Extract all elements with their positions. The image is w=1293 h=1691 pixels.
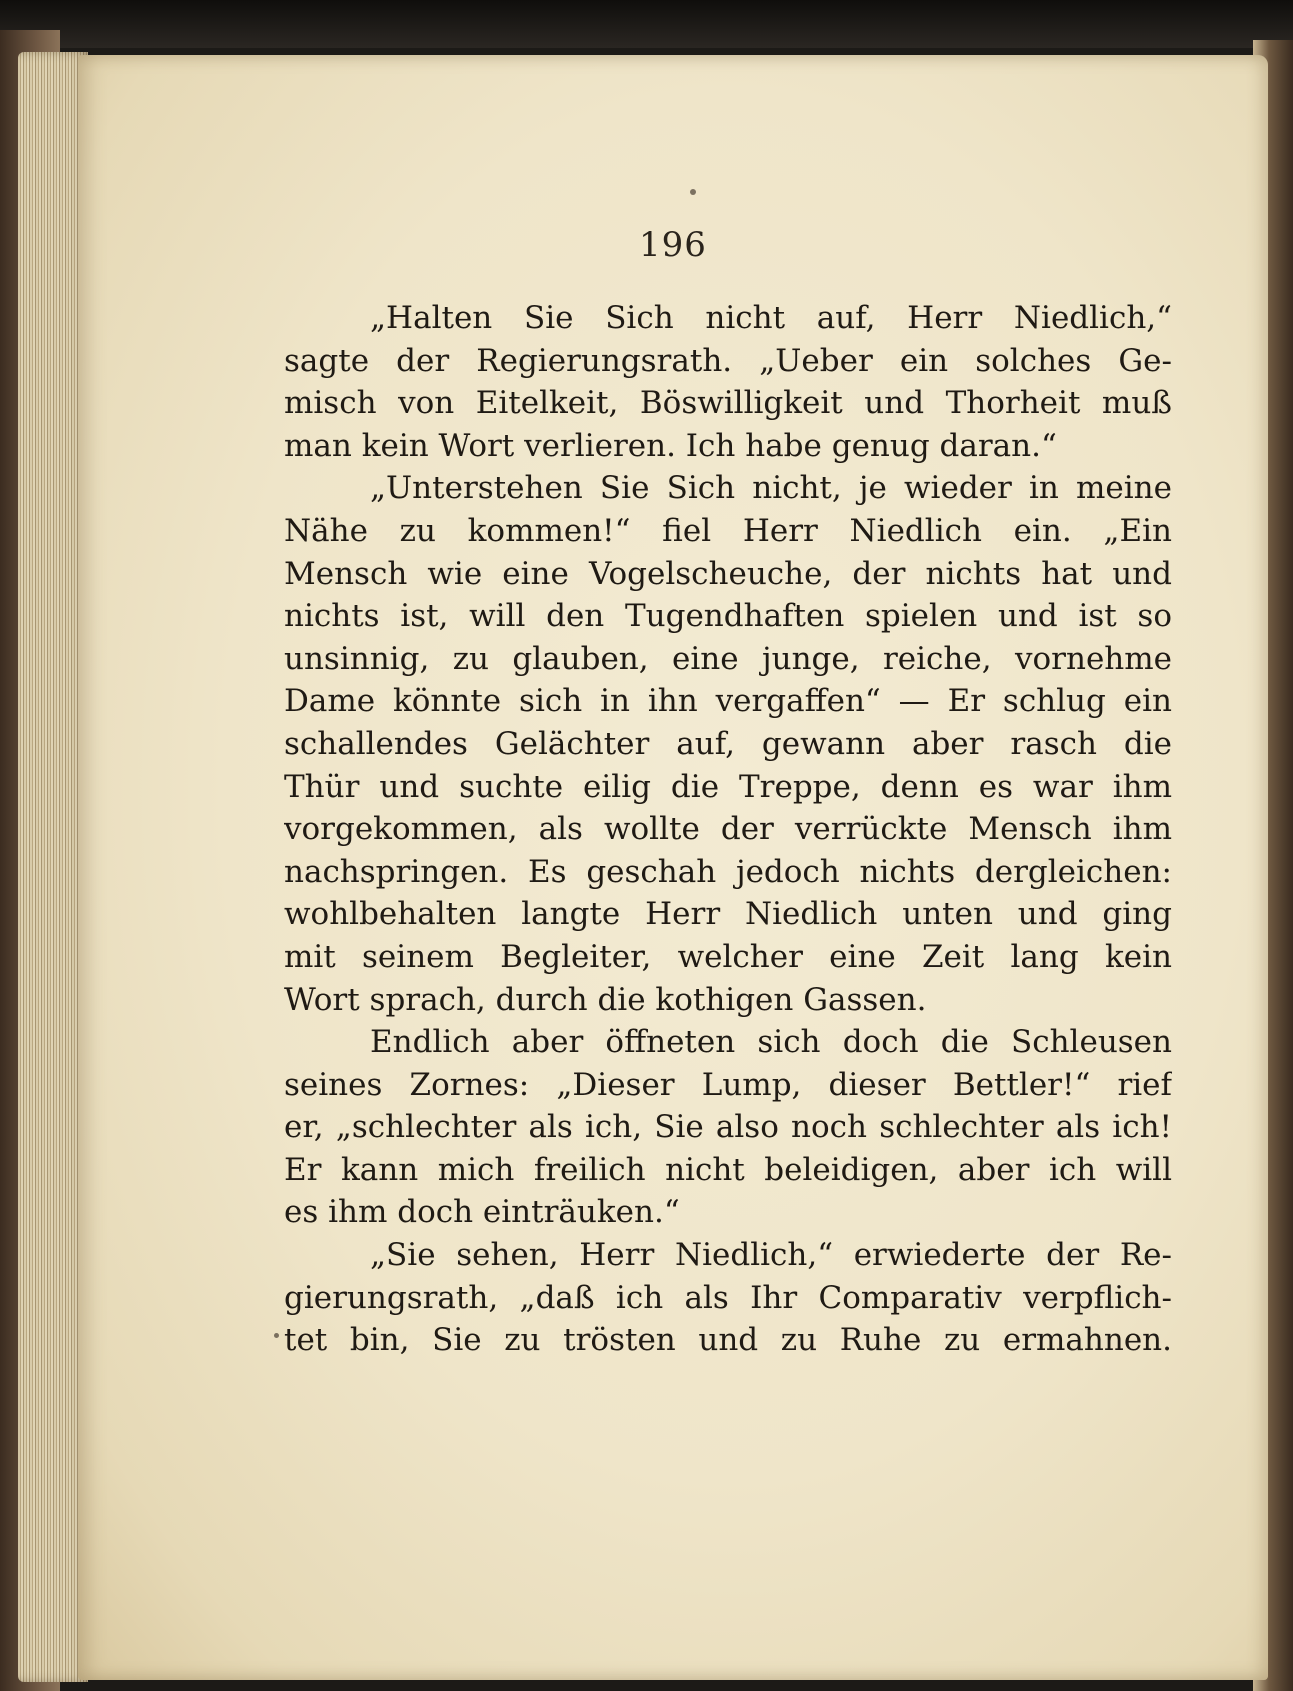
- page-number: 196: [639, 225, 707, 265]
- text-line: es ihm doch einträuken.“: [284, 1194, 680, 1231]
- text-line: schallendes Gelächter auf, gewann aber rasch die: [284, 725, 1172, 762]
- text-line: Dame könnte sich in ihn vergaffen“ — Er schlug ein: [284, 683, 1172, 720]
- text-line: Nähe zu kommen!“ fiel Herr Niedlich ein. „Ein: [284, 512, 1172, 549]
- body-text: [284, 297, 1172, 1362]
- book-cover-top: [0, 0, 1293, 48]
- text-line: Wort sprach, durch die kothigen Gassen.: [284, 981, 927, 1018]
- text-line: sagte der Regierungsrath. „Ueber ein solches Ge-: [284, 342, 1172, 379]
- text-line: misch von Eitelkeit, Böswilligkeit und Thorheit muß: [284, 385, 1172, 422]
- text-line: Endlich aber öffneten sich doch die Schleusen: [370, 1024, 1172, 1061]
- text-line: gierungsrath, „daß ich als Ihr Comparativ verpflich-: [284, 1279, 1172, 1316]
- ink-speck: [690, 189, 696, 195]
- text-line: nichts ist, will den Tugendhaften spielen und ist so: [284, 598, 1172, 635]
- text-line: „Sie sehen, Herr Niedlich,“ erwiederte der Re-: [370, 1237, 1172, 1274]
- text-line: man kein Wort verlieren. Ich habe genug daran.“: [284, 427, 1057, 464]
- ink-speck: [274, 1333, 279, 1338]
- text-line: mit seinem Begleiter, welcher eine Zeit lang kein: [284, 938, 1172, 975]
- text-line: „Halten Sie Sich nicht auf, Herr Niedlich,“: [370, 300, 1172, 336]
- text-line: Er kann mich freilich nicht beleidigen, aber ich will: [284, 1151, 1172, 1188]
- text-line: Mensch wie eine Vogelscheuche, der nichts hat und: [284, 555, 1172, 592]
- text-line: seines Zornes: „Dieser Lump, dieser Bettler!“ rief: [284, 1066, 1172, 1103]
- text-line: vorgekommen, als wollte der verrückte Mensch ihm: [284, 811, 1172, 848]
- text-line: er, „schlechter als ich, Sie also noch schlechter als ich!: [284, 1109, 1172, 1146]
- text-line: wohlbehalten langte Herr Niedlich unten und ging: [284, 896, 1172, 933]
- text-line: unsinnig, zu glauben, eine junge, reiche, vornehme: [284, 640, 1172, 677]
- book-page: [78, 55, 1268, 1680]
- text-line: Thür und suchte eilig die Treppe, denn es war ihm: [284, 768, 1172, 805]
- text-line: „Unterstehen Sie Sich nicht, je wieder in meine: [370, 470, 1172, 507]
- text-line: nachspringen. Es geschah jedoch nichts dergleichen:: [284, 853, 1172, 890]
- text-line: tet bin, Sie zu trösten und zu Ruhe zu ermahnen.: [284, 1322, 1172, 1359]
